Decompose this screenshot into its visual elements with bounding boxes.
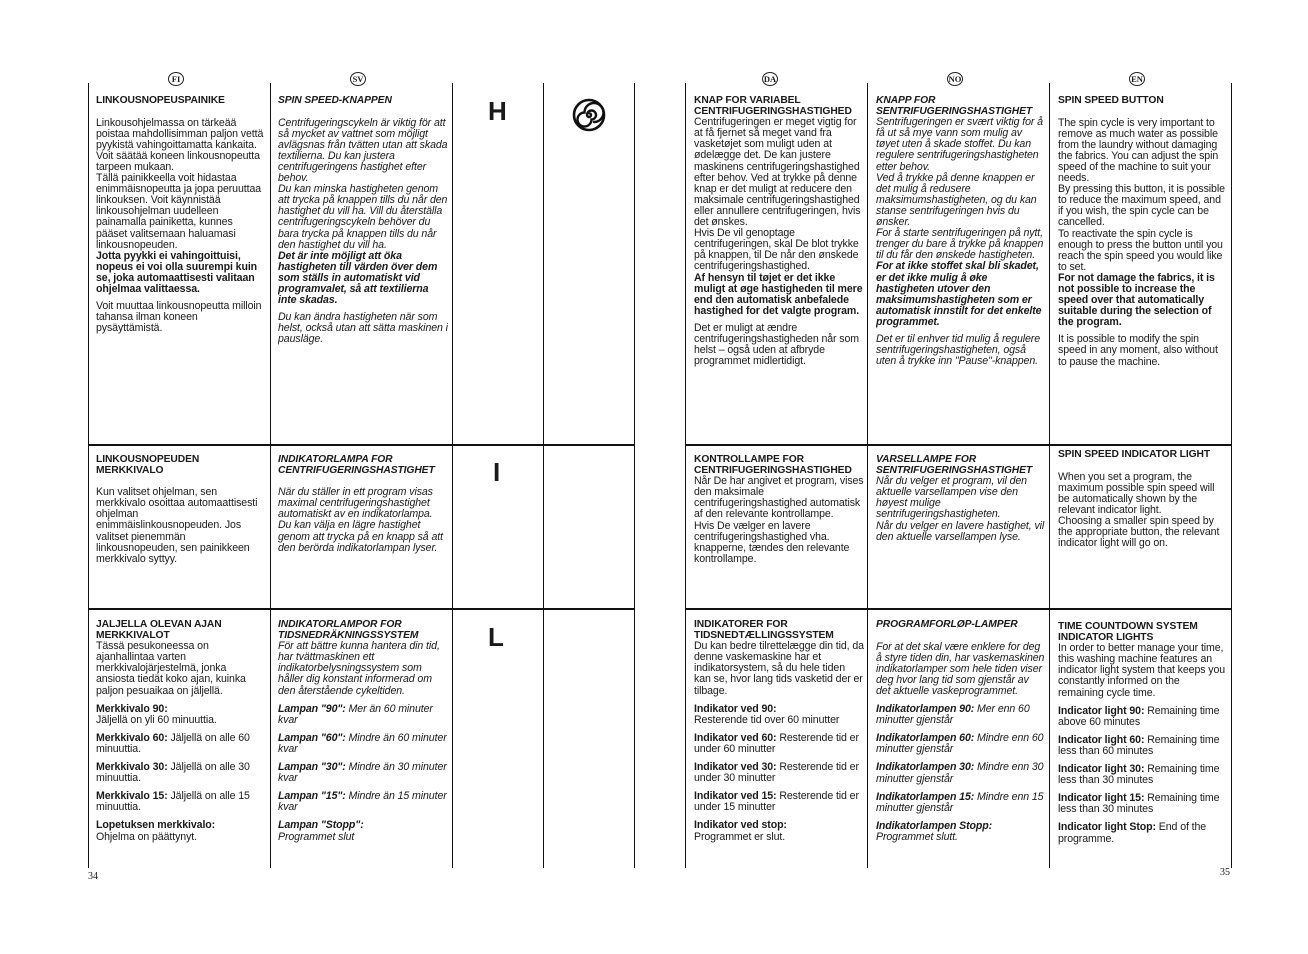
en-h-bold: For not damage the fabrics, it is not possible to increase the speed over that automatically suitable during the selection of the program.	[1058, 271, 1215, 329]
en-l-intro: In order to better manage your time, this washing machine features an indicator light system that keeps you constantly informed on the remaining cycle time.	[1058, 642, 1226, 699]
page-number-left: 34	[88, 871, 98, 882]
no-i-p2: Når du velger en lavere hastighet, vil den aktuelle varsellampen lyse.	[876, 519, 1045, 543]
row-letter-h: H	[488, 96, 507, 126]
da-l-item-end: Indikator ved stop: Programmet er slut.	[694, 819, 787, 843]
no-l-item-15: Indikatorlampen 15: Mindre enn 15 minutter gjenstår	[876, 790, 1044, 814]
en-i-p2: Choosing a smaller spin speed by the appropriate button, the relevant indicator light will go on.	[1058, 514, 1220, 550]
sv-h-title: SPIN SPEED-KNAPPEN	[278, 96, 392, 106]
fi-h-p2: Tällä painikkeella voit hidastaa enimmäisnopeutta ja jopa peruuttaa linkouksen. Voit käynnistää linkousohjelman uudelleen painamalla painiketta, kunnes pääset valitsemaan haluamasi linkousnopeuden.	[96, 172, 262, 251]
no-l-item-30: Indikatorlampen 30: Mindre enn 30 minutter gjenstår	[876, 761, 1044, 785]
divider	[1049, 83, 1050, 868]
fi-h-p1: Linkousohjelmassa on tärkeää poistaa mahdollisimman paljon vettä pyykistä vahingoittamatta kankaita. Voit säätää koneen linkousnopeutta tarpeen mukaan.	[96, 116, 264, 173]
da-spin-indicator	[694, 455, 864, 603]
fi-l-item-end: Lopetuksen merkkivalo: Ohjelma on päättynyt.	[96, 819, 216, 843]
fi-l-title: JÄLJELLÄ OLEVAN AJAN MERKKIVALOT	[96, 620, 222, 641]
sv-l-title: INDIKATORLAMPOR FÖR TIDSNEDRÄKNINGSSYSTEM	[278, 620, 419, 641]
sv-l-item-15: Lampan "15": Mindre än 15 minuter kvar	[278, 790, 447, 814]
lang-badge-da: DA	[762, 72, 778, 86]
no-l-intro: For at det skal være enklere for deg å styre tiden din, har vaskemaskinen indikatorlamper som hele tiden viser deg hvor lang tid som gjenstår av det aktuelle vaskeprogrammet.	[876, 640, 1045, 697]
no-l-item-end: Indikatorlampen Stopp: Programmet slutt.	[876, 819, 993, 843]
en-l-item-90: Indicator light 90: Remaining time above 60 minutes	[1058, 704, 1220, 728]
sv-spin-indicator	[278, 455, 448, 603]
divider	[867, 83, 868, 868]
row-divider	[685, 444, 1232, 446]
sv-l-item-end: Lampan "Stopp": Programmet slut	[278, 819, 364, 843]
da-h-bold: Af hensyn til tøjet er det ikke muligt at øge hastigheden til mere end den automatisk anbefalede hastighed for det valgte program.	[694, 271, 863, 317]
sv-i-p2: Du kan välja en lägre hastighet genom att trycka på en knapp så att den berörda indikatorlampan lyser.	[278, 519, 443, 554]
no-spin-indicator	[876, 455, 1046, 603]
en-h-p1: The spin cycle is very important to remove as much water as possible from the laundry without damaging the fabrics. You can adjust the spin speed of the machine to suit your needs.	[1058, 116, 1219, 185]
divider	[452, 83, 453, 868]
sv-h-p3: Du kan ändra hastigheten när som helst, också utan att sätta maskinen i pausläge.	[278, 311, 448, 346]
sv-countdown	[278, 620, 448, 865]
no-i-p1: Når du velger et program, vil den aktuelle varsellampen vise den høyest mulige sentrifugeringshastigheten.	[876, 475, 1027, 521]
fi-h-bold: Jotta pyykki ei vahingoittuisi, nopeus ei voi olla suurempi kuin se, joka automaattisesti valitaan ohjelmaa valittaessa.	[96, 249, 258, 295]
divider	[543, 83, 544, 868]
fi-l-item-60: Merkkivalo 60: Jäljellä on alle 60 minuuttia.	[96, 731, 250, 755]
divider	[1231, 83, 1232, 868]
en-spin-indicator	[1058, 450, 1228, 603]
sv-l-item-90: Lampan "90": Mer än 60 minuter kvar	[278, 702, 433, 726]
fi-l-intro: Tässä pesukoneessa on ajanhallintaa varten merkkivalojärjestelmä, jonka ansiosta tiedät koko ajan, kuinka paljon pesuaikaa on jäljellä.	[96, 640, 246, 697]
da-h-p2: Hvis De vil genoptage centrifugeringen, skal De blot trykke på knappen, til De når den ønskede centrifugeringshastighed.	[694, 227, 859, 273]
en-i-p1: When you set a program, the maximum possible spin speed will be automatically shown by the relevant indicator light.	[1058, 470, 1215, 516]
no-l-item-90: Indikatorlampen 90: Mer enn 60 minutter gjenstår	[876, 703, 1030, 727]
en-h-p2: By pressing this button, it is possible to reduce the maximum speed, and if you wish, the spin cycle can be cancelled.	[1058, 183, 1225, 229]
divider	[634, 83, 635, 868]
en-l-item-60: Indicator light 60: Remaining time less than 60 minutes	[1058, 733, 1220, 757]
da-spin-speed-button	[694, 96, 864, 440]
fi-l-item-90: Merkkivalo 90: Jäljellä on yli 60 minuuttia.	[96, 702, 217, 726]
da-l-item-15: Indikator ved 15: Resterende tid er under 15 minutter	[694, 790, 859, 814]
sv-l-item-30: Lampan "30": Mindre än 30 minuter kvar	[278, 761, 447, 785]
da-countdown	[694, 620, 864, 865]
fi-spin-indicator	[96, 455, 266, 603]
en-i-title: SPIN SPEED INDICATOR LIGHT	[1058, 450, 1211, 460]
row-letter-i: I	[493, 457, 501, 487]
fi-i-title: LINKOUSNOPEUDEN MERKKIVALO	[96, 455, 200, 476]
row-divider	[88, 444, 635, 446]
da-l-item-90: Indikator ved 90: Resterende tid over 60 minutter	[694, 702, 840, 726]
lang-badge-fi: FI	[168, 72, 184, 86]
sv-spin-speed-button	[278, 96, 448, 440]
row-divider	[685, 608, 1232, 610]
fi-countdown	[96, 620, 266, 865]
lang-badge-en: EN	[1129, 72, 1145, 86]
da-l-title: INDIKATORER FOR TIDSNEDTÆLLINGSSYSTEM	[694, 620, 834, 641]
no-spin-speed-button	[876, 96, 1046, 440]
da-i-p1: Når De har angivet et program, vises den maksimale centrifugeringshastighed automatisk af den relevante kontrollampe.	[694, 475, 864, 521]
en-h-title: SPIN SPEED BUTTON	[1058, 96, 1164, 106]
da-l-item-30: Indikator ved 30: Resterende tid er under 30 minutter	[694, 761, 859, 785]
sv-i-p1: När du ställer in ett program visas maximal centrifugeringshastighet automatiskt av en indikatorlampa.	[278, 486, 433, 521]
da-l-intro: Du kan bedre tilrettelægge din tid, da denne vaskemaskine har et indikatorsystem, så du hele tiden kan se, hvor lang tids vasketid der er tilbage.	[694, 640, 864, 697]
da-h-title: KNAP FOR VARIABEL CENTRIFUGERINGSHASTIGHED	[694, 96, 852, 117]
da-h-p1: Centrifugeringen er meget vigtig for at få fjernet så meget vand fra vasketøjet som muligt uden at ødelægge det. De kan justere maskinens centrifugeringshastighed efter behov. Ved at trykke på denne knap er det muligt at reducere den maksimale centrifugeringshastighed eller annullere centrifugeringen, hvis det ønskes.	[694, 116, 861, 229]
row-letter-l: L	[488, 622, 504, 652]
no-i-title: VARSELLAMPE FOR SENTRIFUGERINGSHASTIGHET	[876, 455, 1033, 476]
fi-h-p3: Voit muuttaa linkousnopeutta milloin tahansa ilman koneen pysäyttämistä.	[96, 300, 262, 335]
no-h-p3: For å starte sentrifugeringen på nytt, trenger du bare å trykke på knappen til du får den ønskede hastigheten.	[876, 227, 1044, 262]
no-countdown	[876, 620, 1046, 865]
en-h-p3: To reactivate the spin cycle is enough to press the button until you reach the spin speed you would like to set.	[1058, 227, 1223, 273]
no-h-title: KNAPP FOR SENTRIFUGERINGSHASTIGHET	[876, 96, 1033, 117]
en-l-item-end: Indicator light Stop: End of the programme.	[1058, 821, 1207, 845]
da-i-title: KONTROLLAMPE FOR CENTRIFUGERINGSHASTIGHED	[694, 455, 852, 476]
da-l-item-60: Indikator ved 60: Resterende tid er under 60 minutter	[694, 731, 859, 755]
da-h-p3: Det er muligt at ændre centrifugeringshastigheden når som helst – også uden at afbryde programmet midlertidigt.	[694, 321, 860, 368]
spiral-icon	[572, 98, 606, 132]
en-h-p4: It is possible to modify the spin speed in any moment, also without to pause the machine.	[1058, 333, 1218, 368]
divider	[270, 83, 271, 868]
no-l-title: PROGRAMFORLØP-LAMPER	[876, 620, 1018, 630]
row-divider	[88, 608, 635, 610]
en-l-item-15: Indicator light 15: Remaining time less than 30 minutes	[1058, 792, 1220, 816]
fi-i-p1: Kun valitset ohjelman, sen merkkivalo osoittaa automaattisesti ohjelman enimmäislinkousnopeuden. Jos valitset pienemmän linkousnopeuden, sen painikkeen merkkivalo syttyy.	[96, 486, 258, 565]
no-l-item-60: Indikatorlampen 60: Mindre enn 60 minutter gjenstår	[876, 732, 1044, 756]
page-number-right: 35	[1220, 867, 1230, 878]
en-spin-speed-button	[1058, 96, 1228, 440]
fi-h-title: LINKOUSNOPEUSPAINIKE	[96, 96, 225, 106]
sv-h-p1: Centrifugeringscykeln är viktig för att så mycket av vattnet som möjligt avlägsnas från tvätten utan att skada textilierna. Du kan justera centrifugeringens hastighet efter behov.	[278, 116, 448, 185]
sv-i-title: INDIKATORLAMPA FÖR CENTRIFUGERINGSHASTIGHET	[278, 455, 435, 476]
no-h-p1: Sentrifugeringen er svært viktig for å få ut så mye vann som mulig av tøyet uten å skade stoffet. Du kan regulere sentrifugeringshastigheten etter behov.	[876, 116, 1043, 173]
divider	[685, 83, 686, 868]
no-h-bold: For at ikke stoffet skal bli skadet, er det ikke mulig å øke hastigheten utover den maksimumshastigheten som er automatisk innstilt for det enkelte programmet.	[876, 260, 1042, 328]
no-h-p4: Det er til enhver tid mulig å regulere sentrifugeringshastigheten, også uten å trykke inn "Pause"-knappen.	[876, 332, 1041, 368]
sv-h-p2: Du kan minska hastigheten genom att trycka på knappen tills du når den hastighet du vill ha. Vill du återställa centrifugeringscykeln behöver du bara trycka på knappen tills du når den hastighet du vill ha.	[278, 183, 448, 251]
fi-l-item-30: Merkkivalo 30: Jäljellä on alle 30 minuuttia.	[96, 761, 250, 785]
en-l-title: TIME COUNTDOWN SYSTEM INDICATOR LIGHTS	[1058, 622, 1198, 643]
en-countdown	[1058, 622, 1228, 865]
lang-badge-no: NO	[947, 72, 963, 86]
sv-l-intro: För att bättre kunna hantera din tid, har tvättmaskinen ett indikatorbelysningssystem som håller dig konstant informerad om den återstående cykeltiden.	[278, 640, 440, 697]
fi-l-item-15: Merkkivalo 15: Jäljellä on alle 15 minuuttia.	[96, 790, 250, 814]
no-h-p2: Ved å trykke på denne knappen er det mulig å redusere maksimumshastigheten, og du kan stanse sentrifugeringen hvis du ønsker.	[876, 171, 1037, 229]
da-i-p2: Hvis De vælger en lavere centrifugeringshastighed vha. knapperne, tændes den relevante kontrollampe.	[694, 519, 850, 565]
sv-h-bold: Det är inte möjligt att öka hastigheten till värden över dem som ställs in automatiskt vid programvalet, så att textilierna inte skadas.	[278, 249, 438, 307]
sv-l-item-60: Lampan "60": Mindre än 60 minuter kvar	[278, 731, 447, 755]
divider	[88, 83, 89, 868]
fi-spin-speed-button	[96, 96, 266, 440]
en-l-item-30: Indicator light 30: Remaining time less than 30 minutes	[1058, 763, 1220, 787]
lang-badge-sv: SV	[350, 72, 366, 86]
